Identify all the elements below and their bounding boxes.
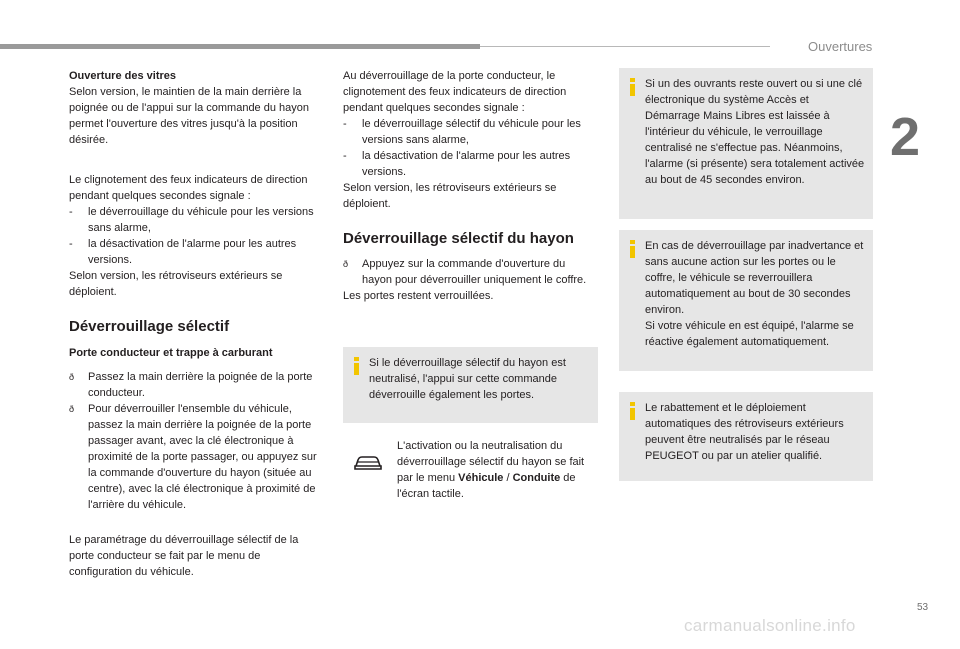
vitres-title: Ouverture des vitres xyxy=(69,70,176,82)
col1-steps xyxy=(69,369,321,513)
clignotement-intro: Le clignotement des feux indicateurs de direction pendant quelques secondes signale : xyxy=(69,174,308,202)
page-number: 53 xyxy=(917,602,929,613)
info-icon xyxy=(627,240,639,258)
header-rule xyxy=(0,44,480,49)
info-box-text: Le rabattement et le déploiement automatiques des rétroviseurs extérieurs peuvent être neutralisés par le réseau PEUGEOT ou par un atelier qualifié. xyxy=(645,402,844,462)
info-icon xyxy=(627,78,639,96)
list-item: ð Passez la main derrière la poignée de la porte conducteur. xyxy=(69,369,321,401)
intro-list xyxy=(343,116,598,180)
col1-block-clignotement xyxy=(69,172,321,300)
clignotement-outro: Selon version, les rétroviseurs extérieurs se déploient. xyxy=(69,270,283,298)
col2-block-intro xyxy=(343,68,598,212)
info-icon xyxy=(351,357,363,375)
list-item: - la désactivation de l'alarme pour les autres versions. xyxy=(69,236,321,268)
list-item: - le déverrouillage sélectif du véhicule pour les versions sans alarme, xyxy=(343,116,598,148)
parametrage-text: Le paramétrage du déverrouillage sélectif de la porte conducteur se fait par le menu de configuration du véhicule. xyxy=(69,534,299,578)
info-box-verrouillage xyxy=(619,68,873,219)
info-box-text: En cas de déverrouillage par inadvertance et sans aucune action sur les portes ou le coffre, le véhicule se reverrouillera automatiquement au bout de 30 secondes environ. Si votre véhicule en est équipé, l'alarme se réactive également automatiquement. xyxy=(645,240,864,348)
menu-conduite: Conduite xyxy=(512,472,561,484)
clignotement-list xyxy=(69,204,321,268)
info-icon xyxy=(627,402,639,420)
heading-deverrouillage-selectif: Déverrouillage sélectif xyxy=(69,318,230,335)
list-item: - la désactivation de l'alarme pour les autres versions. xyxy=(343,148,598,180)
list-item: ð Pour déverrouiller l'ensemble du véhicule, passez la main derrière la poignée de la porte passager avant, avec la clé électronique à proximité de la porte passager, ou appuyez sur la commande d'ouverture du hayon (située au centre), avec la clé électronique à proximité de l'arrière du véhicule. xyxy=(69,401,321,513)
info-box-text: Si un des ouvrants reste ouvert ou si une clé électronique du système Accès et Démarrage Mains Libres est laissée à l'intérieur du véhicule, le verrouillage centralisé ne s'effectue pas. Néanmoins, l'alarme (si présente) sera totalement activée au bout de 45 secondes environ. xyxy=(645,78,865,186)
list-item: - le déverrouillage du véhicule pour les versions sans alarme, xyxy=(69,204,321,236)
hayon-steps xyxy=(343,256,598,288)
info-box-text: Si le déverrouillage sélectif du hayon est neutralisé, l'appui sur cette commande déverrouille également les portes. xyxy=(369,357,566,401)
steps-list xyxy=(69,369,321,513)
subheading-porte-conducteur: Porte conducteur et trappe à carburant xyxy=(69,347,273,359)
info-box-hayon xyxy=(343,347,598,423)
info-box-retroviseurs xyxy=(619,392,873,481)
vitres-body: Selon version, le maintien de la main derrière la poignée ou de l'appui sur la commande du hayon permet l'ouverture des vitres jusqu'à la position désirée. xyxy=(69,86,309,146)
section-title: Ouvertures xyxy=(808,39,873,54)
menu-vehicule: Véhicule xyxy=(458,472,504,484)
heading-deverrouillage-hayon: Déverrouillage sélectif du hayon xyxy=(343,230,574,247)
car-menu-text: L'activation ou la neutralisation du déverrouillage sélectif du hayon se fait par le menu Véhicule / Conduite de l'écran tactile. xyxy=(397,440,585,500)
list-item: ð Appuyez sur la commande d'ouverture du hayon pour déverrouiller uniquement le coffre. xyxy=(343,256,598,288)
intro-text: Au déverrouillage de la porte conducteur, le clignotement des feux indicateurs de direction pendant quelques secondes signale : xyxy=(343,70,567,114)
chapter-number: 2 xyxy=(890,107,921,167)
car-icon xyxy=(353,452,383,472)
header-rule-thin xyxy=(480,46,770,47)
info-box-reverrouillage xyxy=(619,230,873,371)
col2-hayon-block xyxy=(343,256,598,304)
col1-block-vitres xyxy=(69,68,321,148)
watermark: carmanualsonline.info xyxy=(684,616,856,635)
portes-verrouillees: Les portes restent verrouillées. xyxy=(343,290,494,302)
intro-outro: Selon version, les rétroviseurs extérieurs se déploient. xyxy=(343,182,557,210)
